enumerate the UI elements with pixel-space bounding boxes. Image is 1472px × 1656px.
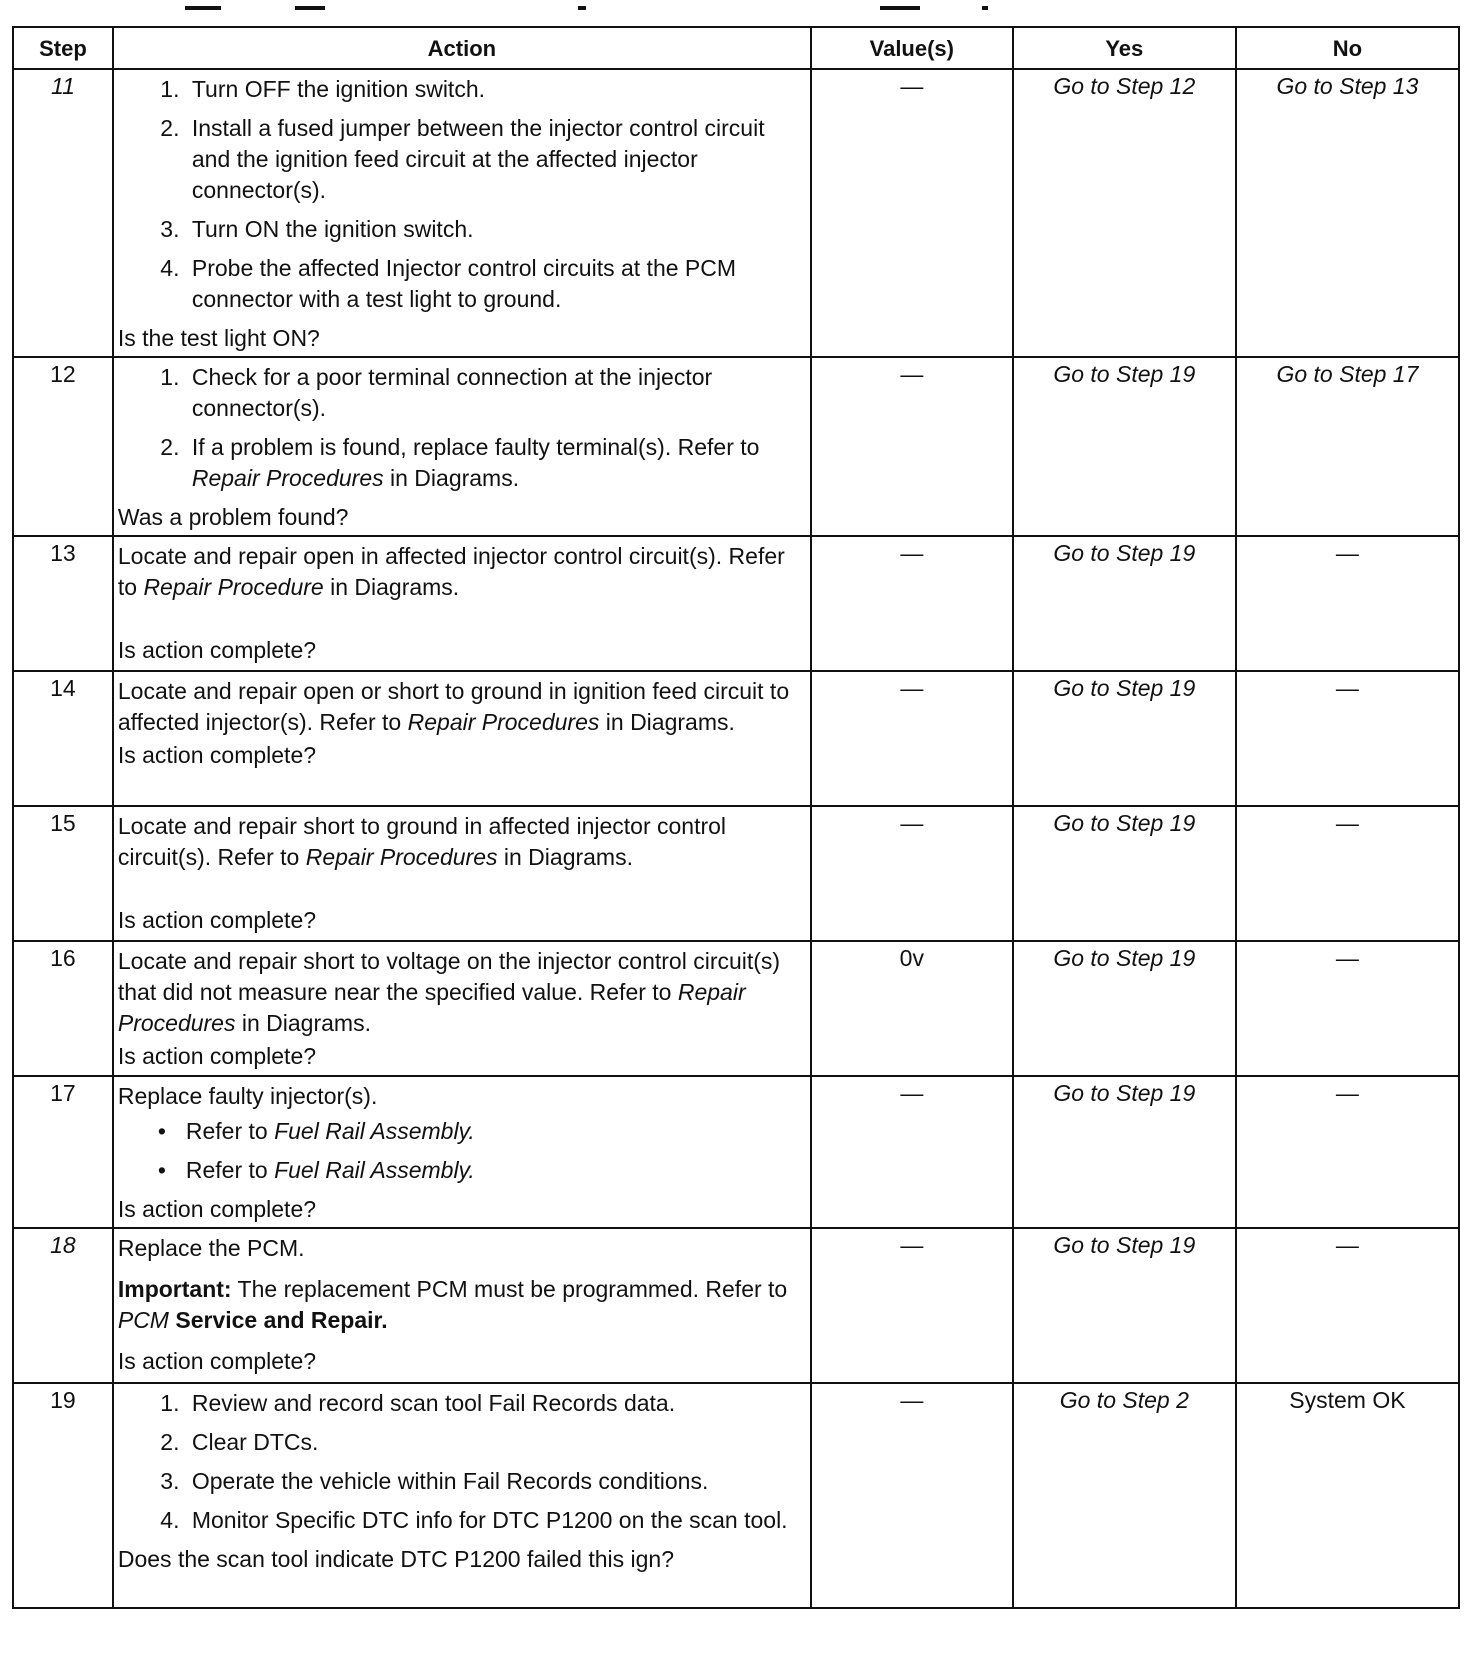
action-question: Is action complete? [117, 1196, 317, 1222]
action-text: If a problem is found, replace faulty terminal(s). Refer to [191, 434, 760, 460]
action-cell [113, 357, 811, 536]
yes-cell [1013, 806, 1236, 941]
action-question: Is action complete? [117, 1043, 317, 1069]
action-cell [113, 941, 811, 1076]
header-yes: Yes [1013, 27, 1236, 69]
action-step [186, 432, 804, 494]
action-cell [113, 1228, 811, 1383]
action-cell [113, 69, 811, 357]
important-label: Important: [117, 1276, 232, 1302]
step-number: 11 [13, 69, 113, 357]
yes-result: Go to Step 12 [1053, 73, 1196, 99]
yes-result: Go to Step 19 [1053, 675, 1196, 701]
action-question: Is action complete? [117, 1348, 317, 1374]
value-cell: — [811, 69, 1013, 357]
no-result: System OK [1289, 1387, 1406, 1413]
reference-link-text: PCM [117, 1307, 169, 1333]
table-row [13, 1076, 1459, 1228]
table-header-row [13, 27, 1459, 69]
no-result: Go to Step 13 [1276, 73, 1419, 99]
no-cell [1236, 1383, 1459, 1608]
yes-result: Go to Step 19 [1053, 945, 1196, 971]
value-cell: — [811, 536, 1013, 671]
no-cell [1236, 806, 1459, 941]
no-result: — [1335, 540, 1359, 566]
no-result: Go to Step 17 [1276, 361, 1419, 387]
step-number: 16 [13, 941, 113, 1076]
action-step: 4. Monitor Specific DTC info for DTC P1200 on the scan tool. [186, 1505, 804, 1536]
scan-artifact-marks [0, 0, 1472, 24]
no-cell [1236, 357, 1459, 536]
table-row [13, 536, 1459, 671]
no-result: — [1335, 675, 1359, 701]
action-steps [118, 362, 804, 494]
action-step: 2. Clear DTCs. [186, 1427, 804, 1458]
yes-cell [1013, 1383, 1236, 1608]
action-question: Was a problem found? [117, 504, 349, 530]
action-text: Replace faulty injector(s). [117, 1083, 378, 1109]
step-number: 18 [13, 1228, 113, 1383]
yes-result: Go to Step 19 [1053, 361, 1196, 387]
no-result: — [1335, 945, 1359, 971]
no-result: — [1335, 1080, 1359, 1106]
yes-result: Go to Step 19 [1053, 1080, 1196, 1106]
value-cell: — [811, 806, 1013, 941]
action-step: 3. Operate the vehicle within Fail Records conditions. [186, 1466, 804, 1497]
action-step: 1. Check for a poor terminal connection at the injector connector(s). [186, 362, 804, 424]
action-text: in Diagrams. [383, 465, 520, 491]
step-number: 14 [13, 671, 113, 806]
value-cell: — [811, 671, 1013, 806]
table-row [13, 941, 1459, 1076]
yes-result: Go to Step 19 [1053, 810, 1196, 836]
value-cell: — [811, 357, 1013, 536]
diagnostic-table [12, 26, 1460, 1609]
action-cell [113, 536, 811, 671]
action-text: Locate and repair open in affected injector control circuit(s). Refer to Repair Procedure in Diagrams. [117, 543, 785, 600]
action-step: 1. Review and record scan tool Fail Records data. [186, 1388, 804, 1419]
header-step: Step [13, 27, 113, 69]
no-cell [1236, 941, 1459, 1076]
yes-result: Go to Step 2 [1059, 1387, 1189, 1413]
no-cell [1236, 1076, 1459, 1228]
reference-link-text: Fuel Rail Assembly. [274, 1118, 475, 1144]
yes-cell [1013, 1228, 1236, 1383]
yes-cell [1013, 536, 1236, 671]
action-question: Is the test light ON? [117, 325, 320, 351]
step-number: 19 [13, 1383, 113, 1608]
action-step: 4. Probe the affected Injector control circuits at the PCM connector with a test light to ground. [186, 253, 804, 315]
reference-link-text: Fuel Rail Assembly. [274, 1157, 475, 1183]
value-cell: — [811, 1228, 1013, 1383]
yes-cell [1013, 357, 1236, 536]
reference-link-text: Repair Procedures [117, 979, 746, 1036]
table-row [13, 806, 1459, 941]
value-cell: 0v [811, 941, 1013, 1076]
table-row [13, 357, 1459, 536]
action-question: Does the scan tool indicate DTC P1200 failed this ign? [117, 1546, 675, 1572]
bullet-item: • Refer to Fuel Rail Assembly. [186, 1116, 804, 1147]
table-row [13, 1228, 1459, 1383]
no-result: — [1335, 810, 1359, 836]
action-cell [113, 806, 811, 941]
action-step: 1. Turn OFF the ignition switch. [186, 74, 804, 105]
action-cell [113, 1076, 811, 1228]
action-text: Locate and repair open or short to ground in ignition feed circuit to affected injector(s). Refer to Repair Procedures in Diagrams. [117, 678, 790, 735]
header-values: Value(s) [811, 27, 1013, 69]
no-cell [1236, 671, 1459, 806]
value-cell: — [811, 1076, 1013, 1228]
yes-result: Go to Step 19 [1053, 540, 1196, 566]
no-result: — [1335, 1232, 1359, 1258]
table-row [13, 1383, 1459, 1608]
action-question: Is action complete? [117, 907, 317, 933]
yes-cell [1013, 69, 1236, 357]
action-cell [113, 1383, 811, 1608]
yes-cell [1013, 671, 1236, 806]
action-text: Locate and repair short to ground in affected injector control circuit(s). Refer to Repair Procedures in Diagrams. [117, 813, 727, 870]
action-text: Locate and repair short to voltage on the injector control circuit(s) that did not measure near the specified value. Refer to Repair Procedures in Diagrams. [117, 948, 781, 1036]
step-number: 15 [13, 806, 113, 941]
no-cell [1236, 69, 1459, 357]
action-step: 2. Install a fused jumper between the injector control circuit and the ignition feed circuit at the affected injector connector(s). [186, 113, 804, 206]
reference-link-text: Repair Procedures [191, 465, 384, 491]
yes-result: Go to Step 19 [1053, 1232, 1196, 1258]
yes-cell [1013, 941, 1236, 1076]
action-bullets [118, 1116, 804, 1186]
header-no: No [1236, 27, 1459, 69]
important-note: Important: The replacement PCM must be programmed. Refer to PCM Service and Repair. [117, 1276, 788, 1333]
reference-link-text: Repair Procedure [143, 574, 324, 600]
action-text: Replace the PCM. [117, 1235, 305, 1261]
value-cell: — [811, 1383, 1013, 1608]
action-steps [118, 74, 804, 315]
step-number: 13 [13, 536, 113, 671]
table-row [13, 671, 1459, 806]
action-question: Is action complete? [117, 742, 317, 768]
step-number: 12 [13, 357, 113, 536]
table-row [13, 69, 1459, 357]
no-cell [1236, 1228, 1459, 1383]
no-cell [1236, 536, 1459, 671]
action-cell [113, 671, 811, 806]
reference-link-text: Repair Procedures [305, 844, 498, 870]
action-question: Is action complete? [117, 637, 317, 663]
reference-link-text: Repair Procedures [407, 709, 600, 735]
action-step: 3. Turn ON the ignition switch. [186, 214, 804, 245]
bullet-item: • Refer to Fuel Rail Assembly. [186, 1155, 804, 1186]
yes-cell [1013, 1076, 1236, 1228]
action-steps [118, 1388, 804, 1536]
step-number: 17 [13, 1076, 113, 1228]
header-action: Action [113, 27, 811, 69]
